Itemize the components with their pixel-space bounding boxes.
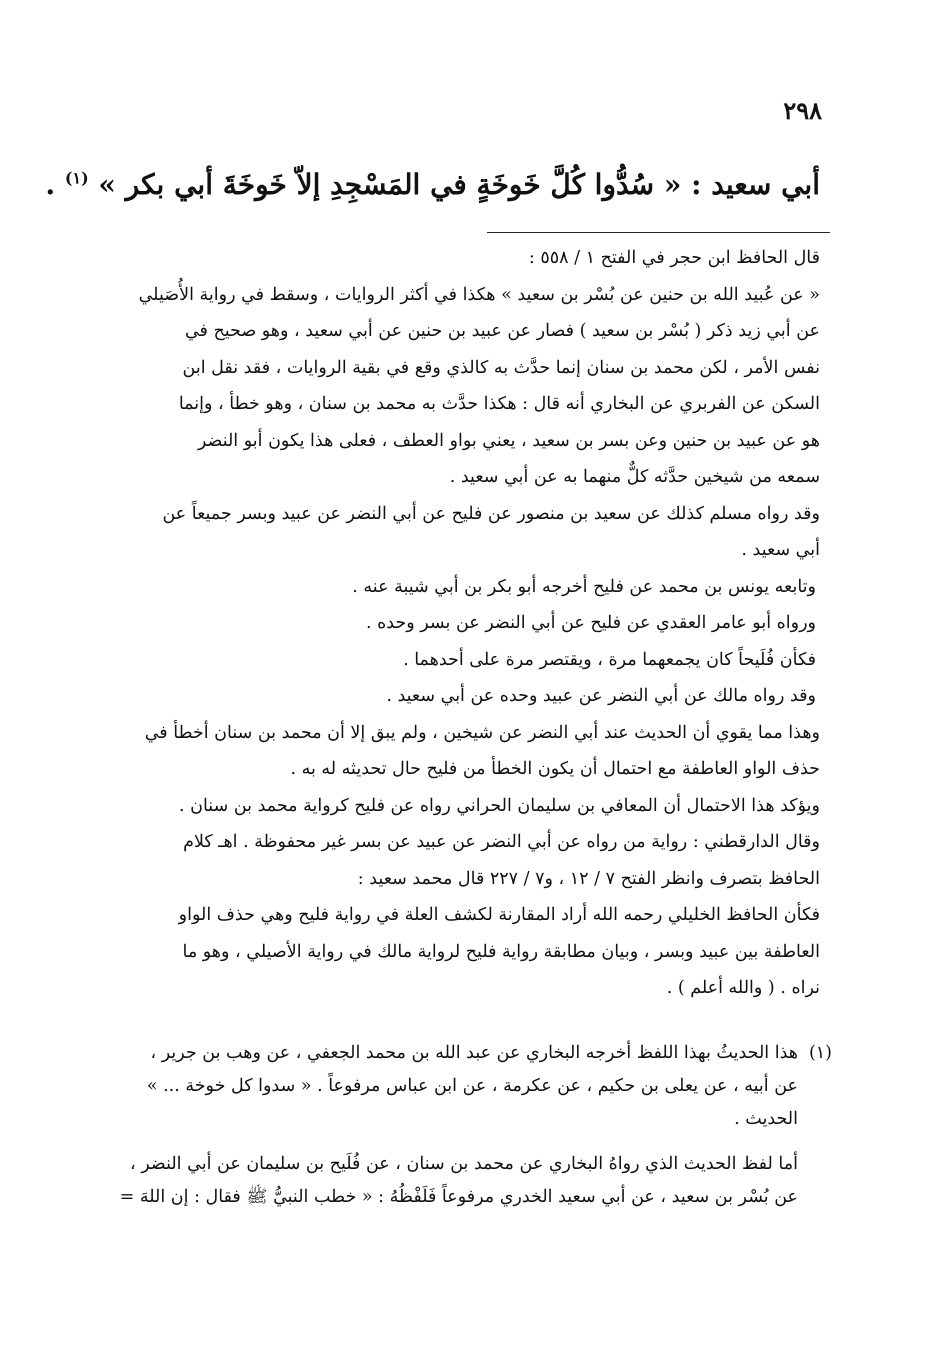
body-line: نراه . ( والله أعلم ) . bbox=[666, 978, 820, 998]
body-line: ورواه أبو عامر العقدي عن فليح عن أبي النضر عن بسر وحده . bbox=[365, 613, 816, 633]
page-number: ٢٩٨ bbox=[783, 96, 822, 125]
footnote-line: الحديث . bbox=[734, 1109, 798, 1129]
body-line: فكأن الحافظ الخليلي رحمه الله أراد المقارنة لكشف العلة في رواية فليح وهي حذف الواو bbox=[178, 905, 820, 925]
heading-prefix: أبي سعيد : « bbox=[654, 168, 820, 201]
body-line: فكأن فُلَيحاً كان يجمعهما مرة ، ويقتصر مرة على أحدهما . bbox=[403, 649, 816, 670]
footnote-line: عن أبيه ، عن يعلى بن حكيم ، عن عكرمة ، عن ابن عباس مرفوعاً . « سدوا كل خوخة ... » bbox=[146, 1076, 798, 1096]
body-line: وتابعه يونس بن محمد عن فليح أخرجه أبو بكر بن أبي شيبة عنه . bbox=[352, 576, 816, 597]
footnotes bbox=[112, 1037, 832, 1214]
body-line: وقد رواه مسلم كذلك عن سعيد بن منصور عن فليح عن أبي النضر عن عبيد وبسر جميعاً عن bbox=[162, 503, 820, 524]
body-line: عن أبي زيد ذكر ( بُسْر بن سعيد ) فصار عن عبيد بن حنين عن أبي سعيد ، وهو صحيح في bbox=[184, 321, 820, 341]
body-line: سمعه من شيخين حدَّثه كلٌّ منهما به عن أبي سعيد . bbox=[449, 467, 820, 487]
heading-end: . bbox=[45, 168, 65, 201]
body-line: هو عن عبيد بن حنين وعن بسر بن سعيد ، يعني بواو العطف ، فعلى هذا يكون أبو النضر bbox=[197, 430, 820, 451]
footnote-line: أما لفظ الحديث الذي رواهُ البخاري عن محمد بن سنان ، عن فُلَيح بن سليمان عن أبي النضر ، bbox=[130, 1154, 798, 1174]
body-line: وقد رواه مالك عن أبي النضر عن عبيد وحده عن أبي سعيد . bbox=[386, 686, 816, 706]
footnote-line: عن بُسْر بن سعيد ، عن أبي سعيد الخدري مرفوعاً فَلَفْظُهُ : « خطب النبيُّ ﷺ فقال : إن اللهَ = bbox=[119, 1187, 798, 1207]
body-line: وقال الدارقطني : رواية من رواه عن أبي النضر عن عبيد عن بسر غير محفوظة . اهـ كلام bbox=[183, 832, 820, 852]
body-line: ويؤكد هذا الاحتمال أن المعافي بن سليمان الحراني رواه عن فليح كرواية محمد بن سنان . bbox=[179, 795, 820, 816]
section-rule bbox=[487, 232, 830, 233]
footnote-line bbox=[112, 1037, 832, 1070]
hadith-heading bbox=[45, 168, 820, 201]
body-line: الحافظ بتصرف وانظر الفتح ٧ / ١٢ ، و٧ / ٢٢٧ قال محمد سعيد : bbox=[357, 868, 820, 889]
body-line: قال الحافظ ابن حجر في الفتح ١ / ٥٥٨ : bbox=[528, 248, 820, 268]
footnote-reference: (١) bbox=[64, 168, 89, 188]
heading-suffix: » bbox=[88, 168, 126, 201]
body-line: وهذا مما يقوي أن الحديث عند أبي النضر عن شيخين ، ولم يبق إلا أن محمد بن سنان أخطأ في bbox=[144, 722, 820, 743]
footnote-text: هذا الحديثُ بهذا اللفظ أخرجه البخاري عن عبد الله بن محمد الجعفي ، عن وهب بن جرير ، bbox=[150, 1043, 798, 1063]
body-line: نفس الأمر ، لكن محمد بن سنان إنما حدَّث به كالذي وقع في بقية الروايات ، فقد نقل ابن bbox=[182, 357, 820, 378]
body-line: العاطفة بين عبيد وبسر ، وبيان مطابقة رواية فليح لرواية مالك في رواية الأصيلي ، وهو ما bbox=[182, 941, 820, 962]
commentary-body bbox=[125, 240, 820, 1007]
body-line: السكن عن الفربري عن البخاري أنه قال : هكذا حدَّث به محمد بن سنان ، وهو خطأ ، وإنما bbox=[178, 394, 820, 414]
body-line: حذف الواو العاطفة مع احتمال أن يكون الخطأ من فليح حال تحديثه له به . bbox=[290, 759, 820, 779]
body-line: أبي سعيد . bbox=[741, 540, 820, 560]
heading-hadith-text: سُدُّوا كُلَّ خَوخَةٍ في المَسْجِدِ إلاّ خَوخَةَ أبي بكر bbox=[125, 168, 655, 201]
body-line: « عن عُبيد الله بن حنين عن بُسْر بن سعيد » هكذا في أكثر الروايات ، وسقط في رواية الأُصَيلي bbox=[138, 284, 820, 305]
footnote-number: (١) bbox=[808, 1043, 832, 1063]
